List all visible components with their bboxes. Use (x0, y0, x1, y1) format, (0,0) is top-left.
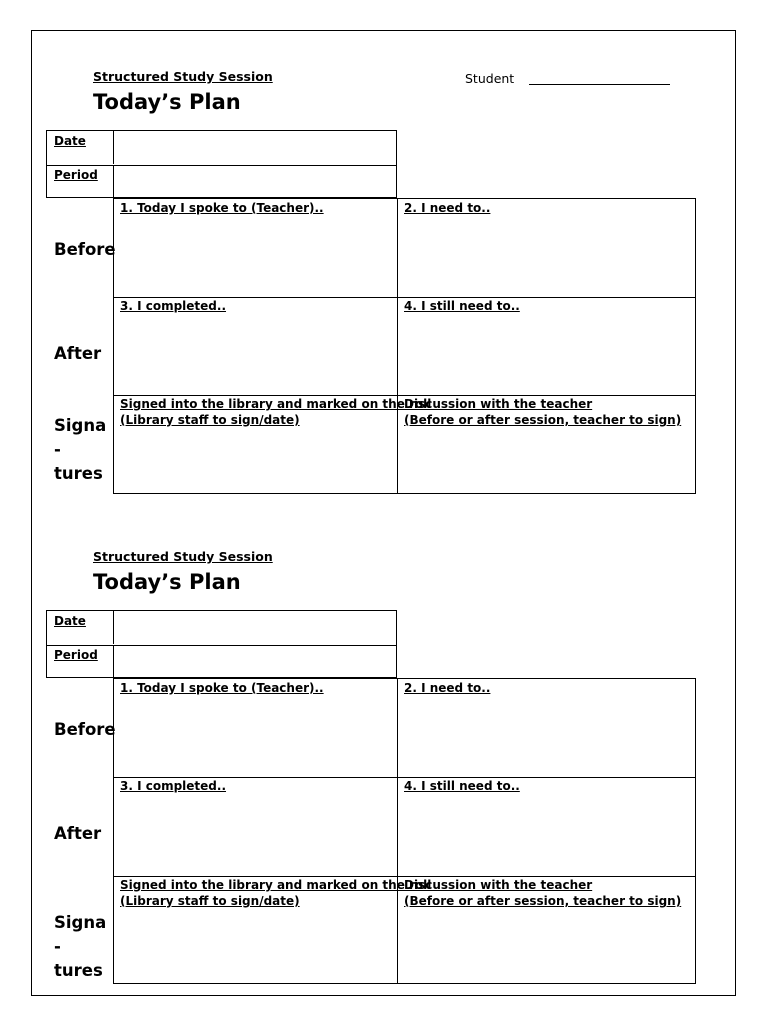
library-line-1: Signed into the library and marked on the roll (120, 878, 432, 892)
date-period-table (46, 130, 397, 198)
completed-cell[interactable]: 3. I completed.. (120, 299, 227, 313)
period-field[interactable] (114, 645, 396, 678)
before-label: Before (54, 240, 116, 259)
signatures-label-part: Signa (54, 913, 107, 932)
spoke-to-cell[interactable]: 1. Today I spoke to (Teacher).. (120, 201, 324, 215)
session-title: Structured Study Session (93, 549, 273, 564)
after-label: After (54, 344, 102, 363)
library-line-2: (Library staff to sign/date) (120, 894, 300, 908)
signatures-label-part: tures (54, 961, 103, 980)
date-field[interactable] (114, 131, 396, 164)
signatures-label (54, 414, 106, 486)
still-need-cell[interactable]: 4. I still need to.. (404, 779, 520, 793)
period-label-cell (47, 165, 114, 198)
library-signature-cell[interactable] (120, 396, 431, 428)
after-label: After (54, 824, 102, 843)
period-label: Period (54, 648, 98, 662)
teacher-signature-cell[interactable] (404, 877, 681, 909)
teacher-line-2: (Before or after session, teacher to sign) (404, 894, 682, 908)
need-to-cell[interactable]: 2. I need to.. (404, 681, 491, 695)
signatures-label-part: - (54, 937, 61, 956)
teacher-line-1: Discussion with the teacher (404, 397, 593, 411)
library-line-2: (Library staff to sign/date) (120, 413, 300, 427)
column-divider (397, 679, 398, 983)
date-label: Date (54, 614, 86, 628)
need-to-cell[interactable]: 2. I need to.. (404, 201, 491, 215)
date-field[interactable] (114, 611, 396, 644)
completed-cell[interactable]: 3. I completed.. (120, 779, 227, 793)
period-label-cell (47, 645, 114, 678)
plan-title: Today’s Plan (93, 90, 241, 114)
period-field[interactable] (114, 165, 396, 198)
period-label: Period (54, 168, 98, 182)
teacher-signature-cell[interactable] (404, 396, 681, 428)
before-label: Before (54, 720, 116, 739)
session-title: Structured Study Session (93, 69, 273, 84)
date-label: Date (54, 134, 86, 148)
date-period-table (46, 610, 397, 678)
library-signature-cell[interactable] (120, 877, 431, 909)
signatures-label (54, 911, 106, 983)
library-line-1: Signed into the library and marked on the roll (120, 397, 432, 411)
plan-grid (113, 678, 696, 984)
plan-title: Today’s Plan (93, 570, 241, 594)
date-label-cell (47, 131, 114, 164)
signatures-label-part: tures (54, 464, 103, 483)
column-divider (397, 199, 398, 493)
student-label: Student (465, 71, 515, 86)
spoke-to-cell[interactable]: 1. Today I spoke to (Teacher).. (120, 681, 324, 695)
teacher-line-1: Discussion with the teacher (404, 878, 593, 892)
signatures-label-part: - (54, 440, 61, 459)
student-name-field[interactable] (529, 84, 670, 85)
signatures-label-part: Signa (54, 416, 107, 435)
teacher-line-2: (Before or after session, teacher to sign) (404, 413, 682, 427)
plan-grid (113, 198, 696, 494)
date-label-cell (47, 611, 114, 644)
still-need-cell[interactable]: 4. I still need to.. (404, 299, 520, 313)
